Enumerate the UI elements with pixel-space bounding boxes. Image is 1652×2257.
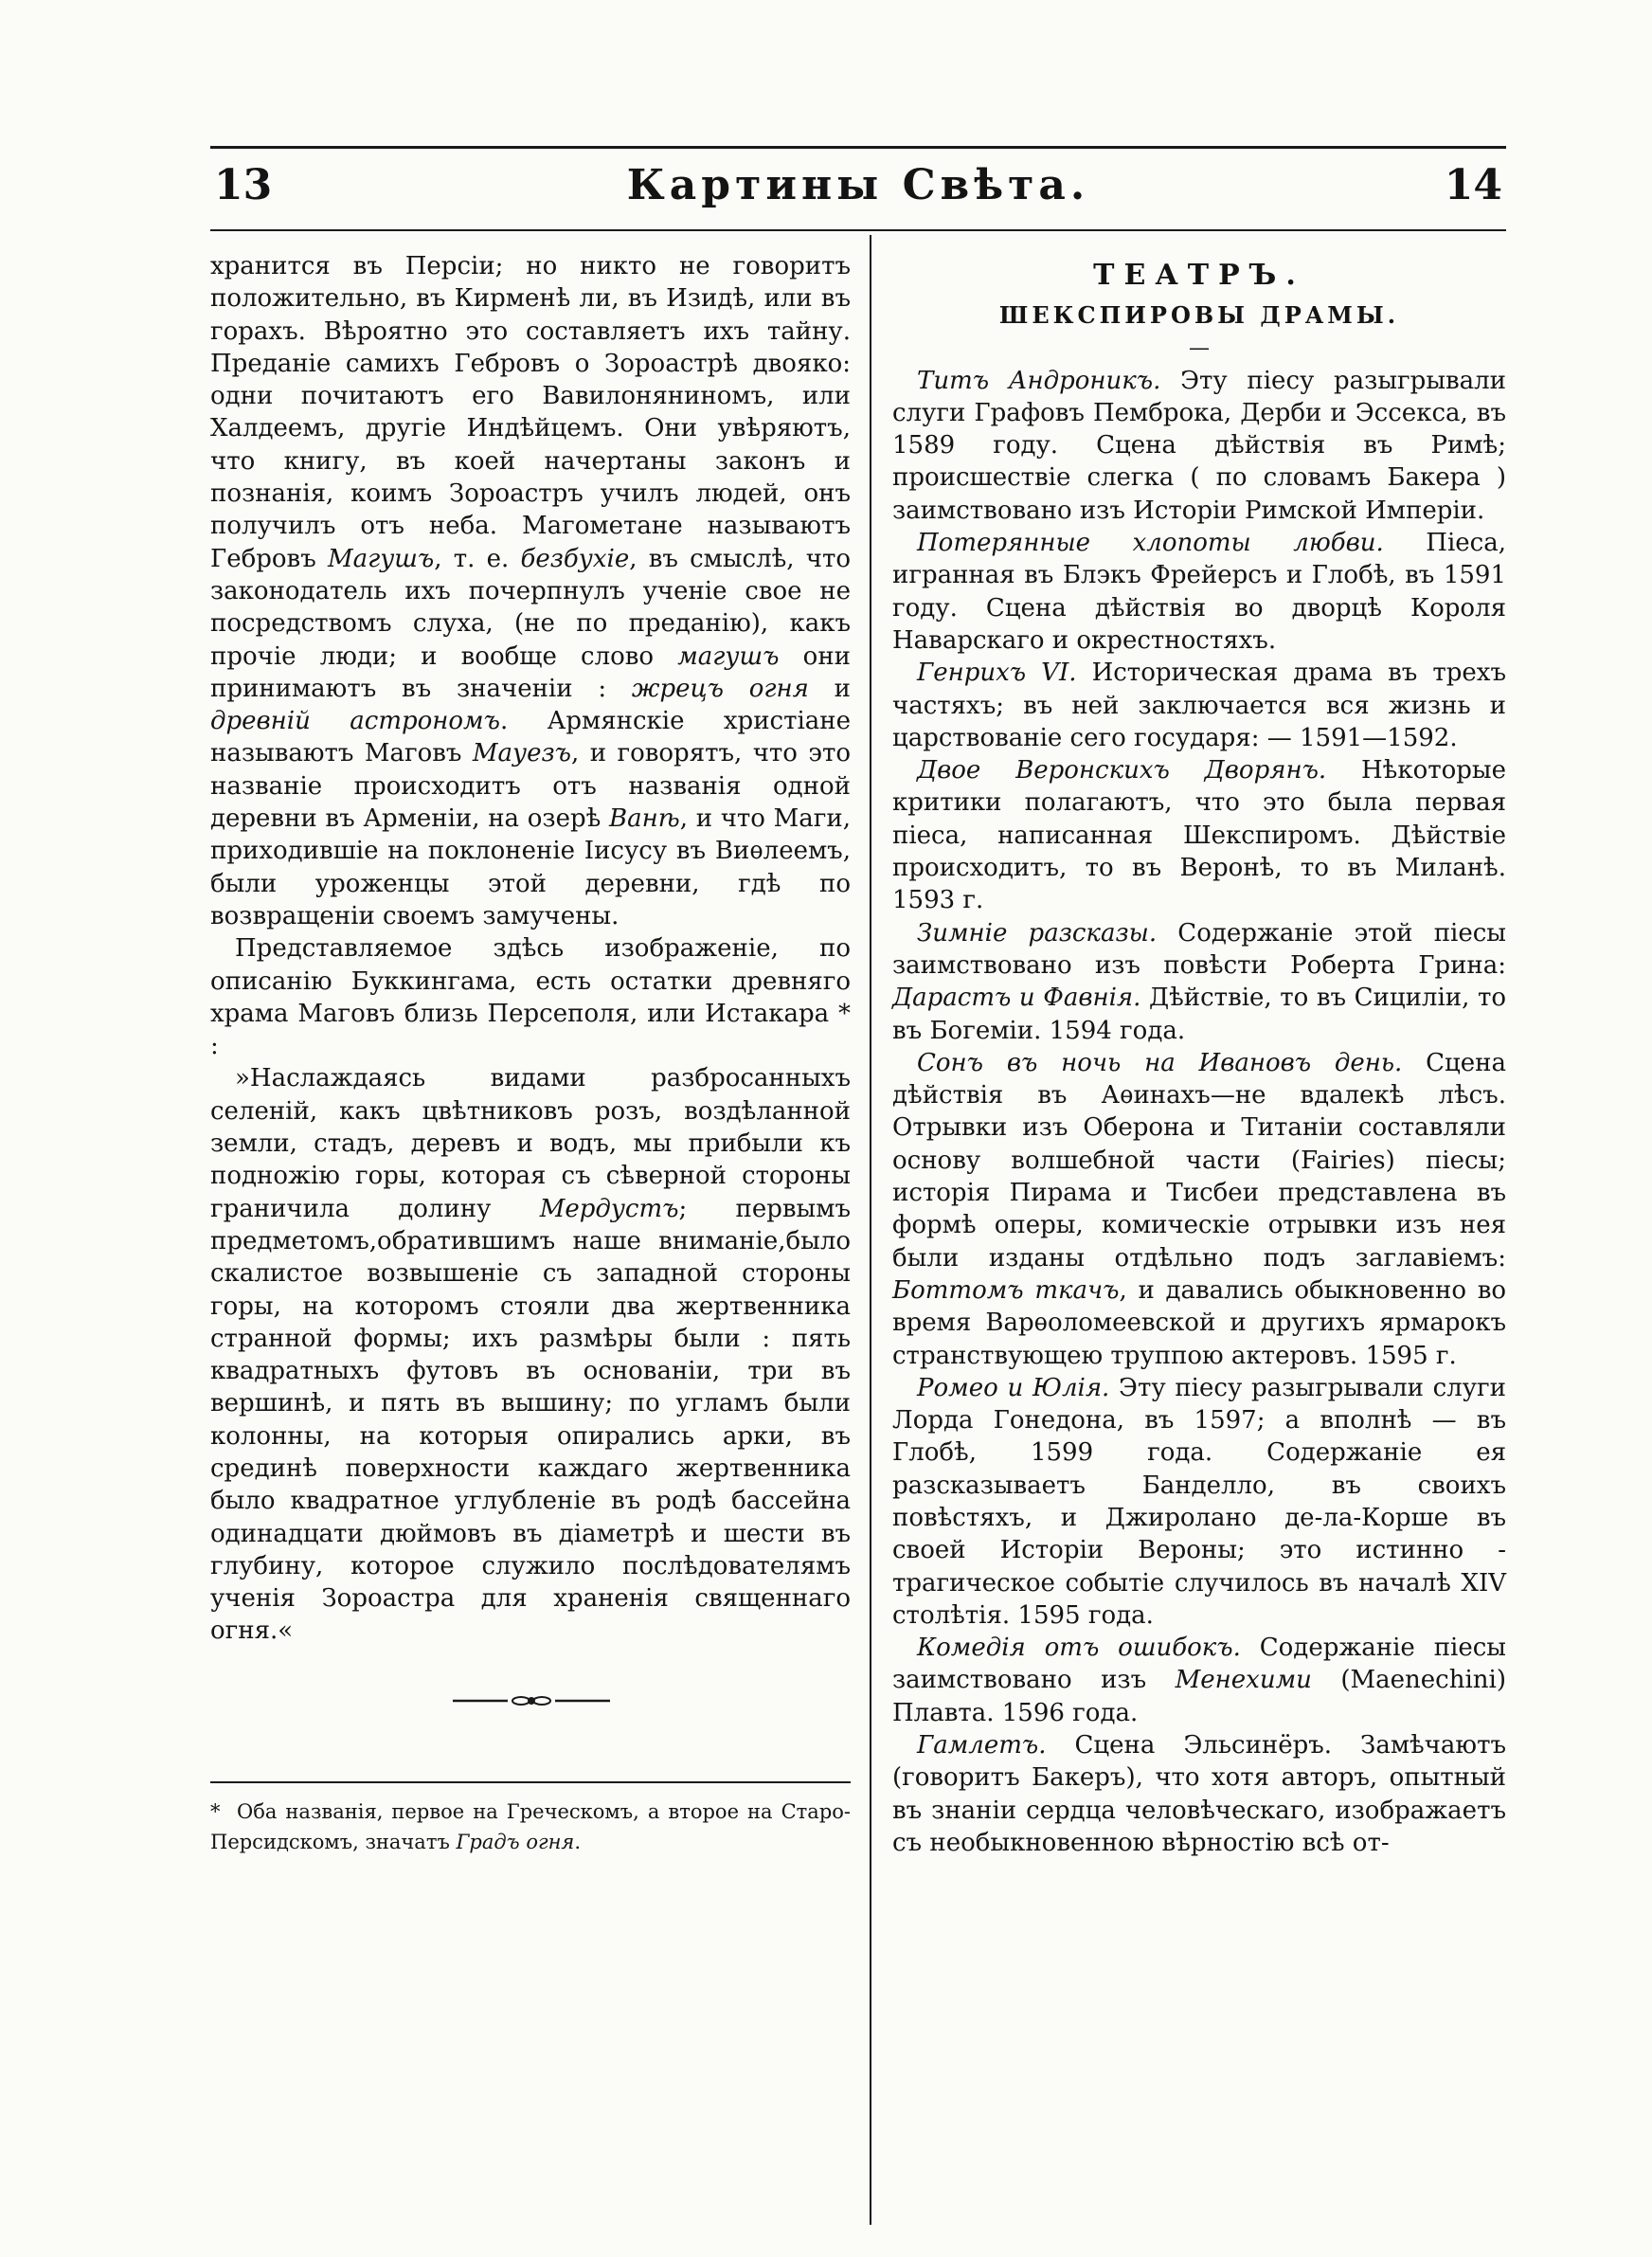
right-page-number: 14 [1444,161,1502,209]
right-column [892,250,1506,1859]
entry-two-gentlemen: Двое Веронскихъ Дворянъ. Нѣкоторые критики полагаютъ, что это была первая піеса, написанная Шекспиромъ. Дѣйствіе происходитъ, то въ Веронѣ, то въ Миланѣ. 1593 г. [892,756,1506,915]
footnote-mark: * [210,1800,221,1823]
entry-henry-vi: Генрихъ VI. Историческая драма въ трехъ частяхъ; въ ней заключается вся жизнь и царствованіе сего государя: — 1591—1592. [892,659,1506,752]
left-page-number: 13 [214,161,273,209]
entry-loves-labours: Потерянные хлопоты любви. Піеса, игранная въ Блэкъ Фрейерсъ и Глобѣ, въ 1591 году. Сцена дѣйствія во дворцѣ Короля Наварскаго и окрестностяхъ. [892,529,1506,655]
column-divider [870,235,871,2225]
title-dash: — [1189,335,1210,360]
entry-titus: Титъ Андроникъ. Эту піесу разыгрывали слуги Графовъ Пемброка, Дерби и Эссекса, въ 1589 году. Сцена дѣйствія въ Римѣ; происшествіе слегка ( по словамъ Бакера ) заимствовано изъ Исторіи Римской Имперіи. [892,366,1506,525]
top-rule [210,146,1506,149]
paragraph-image-description: Представляемое здѣсь изображеніе, по описанію Буккингама, есть остатки древняго храма Маговъ близь Персеполя, или Истакара * : [210,934,851,1061]
footnote: * Оба названія, первое на Греческомъ, а второе на Старо-Персидскомъ, значатъ Градъ огня. [210,1797,851,1857]
paragraph-magi: хранится въ Персіи; но никто не говоритъ положительно, въ Кирменѣ ли, въ Изидѣ, или въ горахъ. Вѣроятно это составляетъ ихъ тайну. Преданіе самихъ Гебровъ о Зороастрѣ двояко: одни почитаютъ его Вавилоняниномъ, или Халдеемъ, другіе Индѣйцемъ. Они увѣряютъ, что книгу, въ коей начертаны законъ и познанія, коимъ Зороастръ училъ людей, онъ получилъ отъ неба. Магометане называютъ Гебровъ Магушъ, т. е. безбухіе, въ смыслѣ, что законодатель ихъ почерпнулъ ученіе свое не посредствомъ слуха, (не по преданію), какъ прочіе люди; и вообще слово магушъ они принимаютъ въ значеніи : жрецъ огня и древній астрономъ. Армянскіе христіане называютъ Маговъ Мауезъ, и говорятъ, что это названіе происходитъ отъ названія одной деревни въ Арменіи, на озерѣ Ванѣ, и что Маги, приходившіе на поклоненіе Іисусу въ Виѳлеемъ, были уроженцы этой деревни, гдѣ по возвращеніи своемъ замучены. [210,252,852,930]
entry-midsummer: Сонъ въ ночь на Ивановъ день. Сцена дѣйствія въ Аѳинахъ—не вдалекѣ лѣсъ. Отрывки изъ Оберона и Титаніи составляли основу волшебной части (Fairies) піесы; исторія Пирама и Тисбеи представлена въ формѣ оперы, комическіе отрывки изъ нея были изданы отдѣльно подъ заглавіемъ: Боттомъ ткачъ, и давались обыкновенно во время Варѳоломеевской и другихъ ярмарокъ странствующею труппою актеровъ. 1595 г. [892,1048,1506,1370]
section-subtitle: ШЕКСПИРОВЫ ДРАМЫ. [998,301,1400,330]
entry-comedy-errors: Комедія отъ ошибокъ. Содержаніе піесы заимствовано изъ Менехими (Maenechini) Плавтa. 1596 года. [892,1634,1506,1727]
footnote-rule [210,1781,851,1783]
ornament-divider [451,1691,612,1710]
entry-romeo-juliet: Ромео и Юлія. Эту піесу разыгрывали слуги Лорда Гонедона, въ 1597; а вполнѣ — въ Глобѣ, 1599 года. Содержаніе ея разсказываетъ Банделло, въ своихъ повѣстяхъ, и Джиролано де-ла-Корше въ своей Исторіи Вероны; это истинно - трагическое событіе случилось въ началѣ XIV столѣтія. 1595 года. [892,1373,1506,1630]
running-header [210,157,1506,226]
entry-winters-tale: Зимніе разсказы. Содержаніе этой піесы заимствовано изъ повѣсти Роберта Грина: Дарастъ и Фавнія. Дѣйствіе, то въ Сициліи, то въ Богеміи. 1594 года. [892,918,1506,1045]
section-title: ТЕАТРЪ. [1093,259,1305,292]
left-column [210,250,851,1648]
entry-hamlet: Гамлетъ. Сцена Эльсинёръ. Замѣчаютъ (говоритъ Бакеръ), что хотя авторъ, опытный въ знаніи сердца человѣческаго, изображаетъ съ необыкновенною вѣрностію всѣ от- [892,1731,1506,1857]
header-rule [210,229,1506,231]
paragraph-quote: »Наслаждаясь видами разбросанныхъ селеній, какъ цвѣтниковъ розъ, воздѣланной земли, стадъ, деревъ и водъ, мы прибыли къ подножію горы, которая съ сѣверной стороны граничила долину Мердустъ; первымъ предметомъ,обратившимъ наше вниманіе,было скалистое возвышеніе съ западной стороны горы, на которомъ стояли два жертвенника странной формы; ихъ размѣры были : пять квадратныхъ футовъ въ основаніи, три въ вершинѣ, и пять въ вышину; по угламъ были колонны, на которыя опирались арки, въ срединѣ поверхности каждаго жертвенника было квадратное углубленіе въ родѣ бассейна одинадцати дюймовъ въ діаметрѣ и шести въ глубину, которое служило послѣдователямъ ученія Зороастра для храненія священнаго огня.« [210,1064,852,1646]
running-title: Картины Свѣта. [626,161,1090,209]
